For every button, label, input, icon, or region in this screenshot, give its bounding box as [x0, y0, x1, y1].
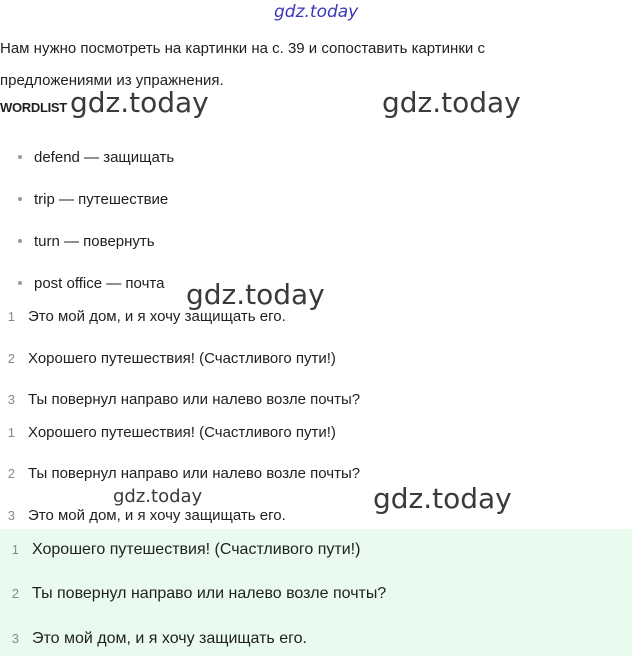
intro-line-2: предложениями из упражнения. — [0, 72, 224, 89]
watermark: gdz.today — [373, 482, 512, 515]
sentence-row — [0, 424, 336, 441]
sentence-number: 2 — [7, 351, 15, 366]
watermark: gdz.today — [113, 486, 203, 507]
wordlist-title: WORDLIST — [0, 100, 67, 115]
wordlist-item-text: post office — почта — [34, 275, 165, 292]
watermark: gdz.today — [186, 278, 325, 311]
sentence-text: Это мой дом, и я хочу защищать его. — [28, 308, 286, 325]
sentence-row — [0, 507, 286, 524]
sentence-text: Это мой дом, и я хочу защищать его. — [28, 507, 286, 524]
sentence-number: 2 — [7, 466, 15, 481]
sentence-row — [0, 391, 360, 408]
answer-block — [0, 529, 632, 656]
sentence-number: 1 — [7, 309, 15, 324]
bullet-dot — [18, 239, 22, 243]
intro-line-1: Нам нужно посмотреть на картинки на с. 39 и сопоставить картинки с — [0, 40, 485, 57]
sentence-number: 1 — [7, 425, 15, 440]
wordlist-item-text: trip — путешествие — [34, 191, 169, 208]
wordlist-item — [0, 233, 155, 250]
answer-number: 3 — [11, 631, 19, 646]
answer-text: Хорошего путешествия! (Счастливого пути!) — [32, 541, 361, 558]
bullet-dot — [18, 197, 22, 201]
sentence-row — [0, 350, 336, 367]
bullet-dot — [18, 281, 22, 285]
answer-text: Это мой дом, и я хочу защищать его. — [32, 630, 307, 647]
sentence-text: Хорошего путешествия! (Счастливого пути!) — [28, 424, 336, 441]
sentence-row — [0, 465, 360, 482]
wordlist-item — [0, 275, 164, 292]
wordlist-item-text: turn — повернуть — [34, 233, 155, 250]
sentence-text: Ты повернул направо или налево возле почты? — [28, 465, 361, 482]
wordlist-item-text: defend — защищать — [34, 149, 175, 166]
watermark: gdz.today — [382, 86, 521, 119]
sentence-text: Хорошего путешествия! (Счастливого пути!) — [28, 350, 336, 367]
answer-row — [4, 630, 307, 648]
sentence-number: 3 — [7, 392, 15, 407]
answer-text: Ты повернул направо или налево возле почты? — [32, 585, 387, 602]
sentence-number: 3 — [7, 508, 15, 523]
sentence-text: Ты повернул направо или налево возле почты? — [28, 391, 361, 408]
answer-number: 2 — [11, 586, 19, 601]
answer-row — [4, 585, 386, 603]
watermark-top: gdz.today — [274, 2, 359, 22]
wordlist-item — [0, 149, 174, 166]
watermark: gdz.today — [70, 86, 209, 119]
wordlist-item — [0, 191, 168, 208]
answer-row — [4, 541, 360, 559]
answer-number: 1 — [11, 542, 19, 557]
bullet-dot — [18, 155, 22, 159]
